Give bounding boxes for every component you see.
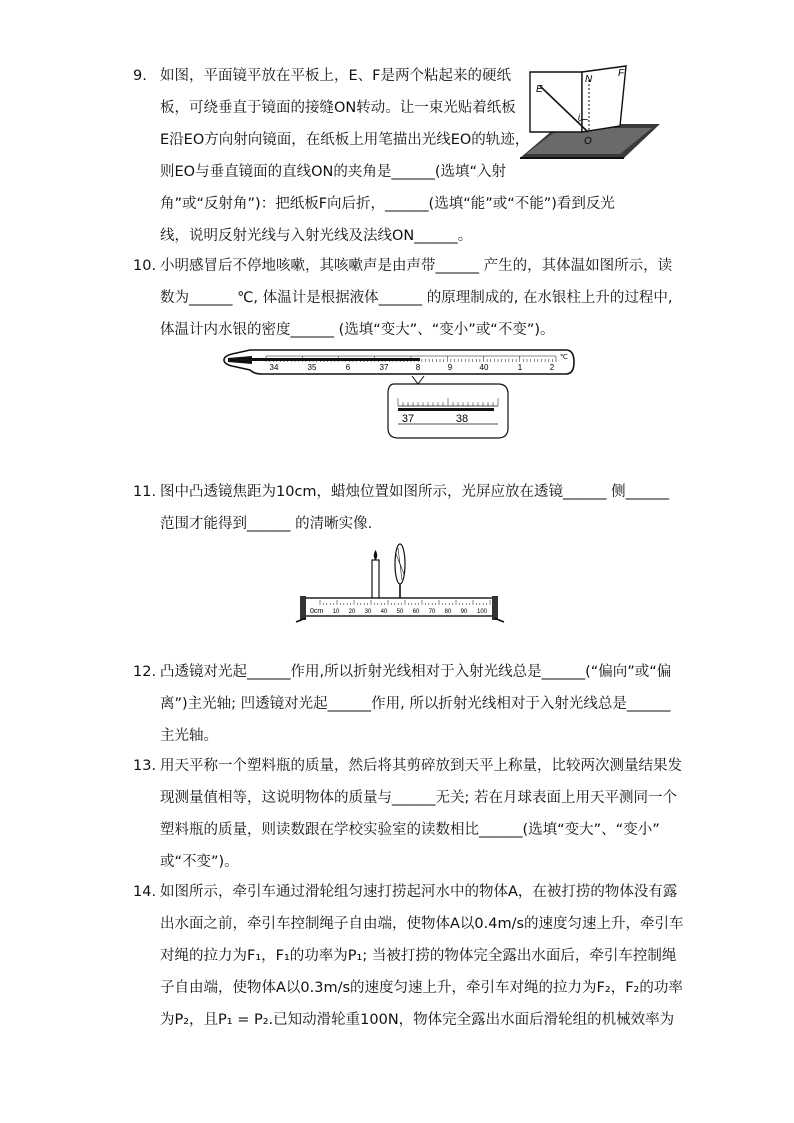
question-number-13: 13. [133,758,157,774]
label-f: F [618,68,625,79]
question-number-12: 12. [133,664,157,680]
scale-label: 37 [379,363,389,372]
question-14-line-4: 子自由端，使物体A以0.3m/s的速度匀速上升，牵引车对绳的拉力为F₂，F₂的功率 [160,980,683,996]
question-13-line-2: 现测量值相等，这说明物体的质量与______无关; 若在月球表面上用天平测同一个 [160,790,677,806]
scale-label: 8 [415,363,421,372]
bench-scale-label: 50 [396,609,404,615]
question-12-line-1: 凸透镜对光起______作用,所以折射光线相对于入射光线总是______(“偏向”或“偏 [160,664,672,680]
question-10-line-2: 数为______ ℃, 体温计是根据液体______ 的原理制成的, 在水银柱上升的过程中, [160,290,673,306]
candle [372,560,379,602]
question-9-line-5: 角”或“反射角”)：把纸板F向后折，______(选填“能”或“不能”)看到反光 [160,196,615,212]
zoom-label-38: 38 [455,413,469,425]
question-13-line-4: 或“不变”)。 [160,854,239,870]
question-12-line-2: 离”)主光轴; 凹透镜对光起______作用, 所以折射光线相对于入射光线总是______ [160,696,671,712]
question-10-line-1: 小明感冒后不停地咳嗽，其咳嗽声是由声带______ 产生的，其体温如图所示，读 [160,258,673,274]
bench-scale-label: 20 [348,609,356,615]
bench-scale-label: 40 [380,609,388,615]
mercury-column [252,358,420,361]
question-13-line-1: 用天平称一个塑料瓶的质量，然后将其剪碎放到天平上称量，比较两次测量结果发 [160,758,682,774]
question-9-line-3: E沿EO方向射向镜面，在纸板上用笔描出光线EO的轨迹， [160,132,530,148]
question-9-line-4: 则EO与垂直镜面的直线ON的夹角是______(选填“入射 [160,164,507,180]
question-11-line-2: 范围才能得到______ 的清晰实像. [160,516,373,532]
question-13-text [160,750,682,878]
zoom-mercury [398,408,494,411]
question-9-line-1: 如图，平面镜平放在平板上，E、F是两个粘起来的硬纸 [160,68,511,84]
question-number-9: 9. [133,68,147,84]
scale-label: 40 [479,363,489,372]
question-number-14: 14. [133,884,157,900]
question-9-line-6: 线，说明反射光线与入射光线及法线ON______。 [160,228,473,244]
question-14-line-5: 为P₂，且P₁ = P₂.已知动滑轮重100N，物体完全露出水面后滑轮组的机械效率为 [160,1012,675,1028]
scale-label: 6 [345,363,351,372]
optical-bench-figure [294,540,506,626]
bench-scale-label: 90 [460,609,468,615]
scale-label: 1 [517,363,523,372]
question-12-line-3: 主光轴。 [160,728,218,744]
bench-scale-label: 80 [444,609,452,615]
question-14-line-1: 如图所示，牵引车通过滑轮组匀速打捞起河水中的物体A，在被打捞的物体没有露 [160,884,678,900]
zoom-label-37: 37 [401,413,415,425]
candle-flame [374,550,378,560]
scale-label: 34 [269,363,279,372]
bench-unit-label: 0cm [310,608,324,615]
label-n: N [585,74,593,85]
unit-label: ℃ [560,354,568,361]
scale-label: 2 [549,363,555,372]
question-number-11: 11. [133,484,157,500]
bench-scale-label: 30 [364,609,372,615]
question-14-line-3: 对绳的拉力为F₁，F₁的功率为P₁; 当被打捞的物体完全露出水面后，牵引车控制绳 [160,948,677,964]
thermometer-figure [222,344,578,440]
bench-scale-label: 70 [428,609,436,615]
question-12-text [160,656,671,752]
label-i: i [578,112,580,122]
question-9-line-2: 板，可绕垂直于镜面的接缝ON转动。让一束光贴着纸板 [160,100,516,116]
question-14-line-2: 出水面之前，牵引车控制绳子自由端，使物体A以0.4m/s的速度匀速上升，牵引车 [160,916,684,932]
question-11-text [160,476,669,540]
label-o: O [584,136,592,147]
question-number-10: 10. [133,258,157,274]
scale-label: 35 [307,363,317,372]
question-11-line-1: 图中凸透镜焦距为10cm，蜡烛位置如图所示，光屏应放在透镜______ 侧______ [160,484,670,500]
question-13-line-3: 塑料瓶的质量，则读数跟在学校实验室的读数相比______(选填“变大”、“变小” [160,822,660,838]
reflection-board-figure [516,62,664,166]
bench-scale-label: 60 [412,609,420,615]
scale-label: 9 [447,363,453,372]
bench-scale-label: 100 [476,609,488,615]
question-14-text [160,876,684,1036]
bench-scale-label: 10 [332,609,340,615]
question-10-text [160,250,673,346]
question-10-line-3: 体温计内水银的密度______ (选填“变大”、“变小”或“不变”)。 [160,322,555,338]
label-e: E [536,84,543,95]
